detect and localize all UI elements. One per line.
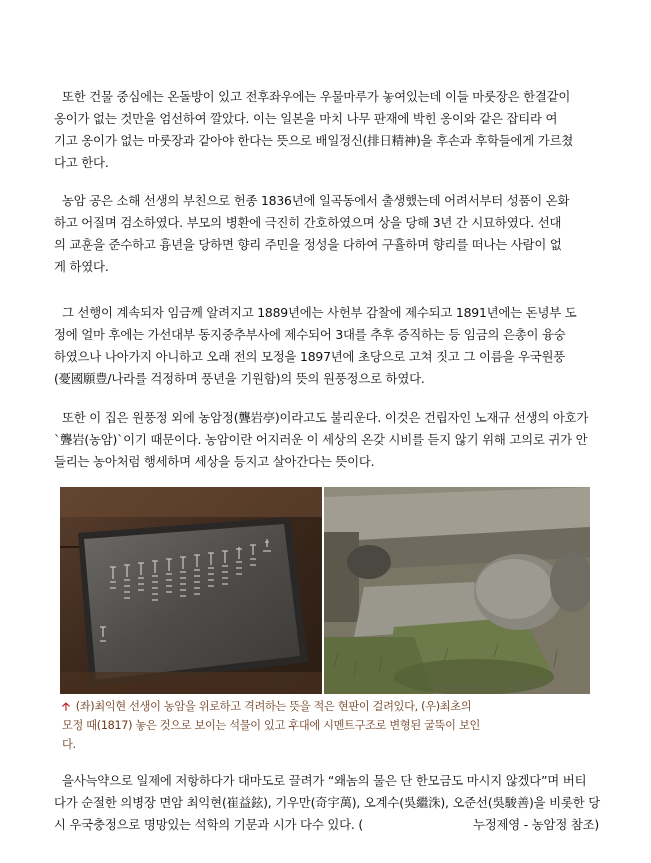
text-line: (憂國願豊/나라를 걱정하며 풍년을 기원함)의 뜻의 원풍정으로 하였다. [54, 371, 425, 386]
text-line: 의 교훈을 준수하고 흉년을 당하면 향리 주민을 정성을 다하여 구휼하며 향리를 떠나는 사람이 없 [54, 237, 562, 252]
paragraph-royal-appointment [54, 302, 599, 390]
text-line: 또한 건물 중심에는 온돌방이 있고 전후좌우에는 우물마루가 놓여있는데 이들 마룻장은 한결같이 [62, 89, 571, 104]
text-line: 다가 순절한 의병장 면암 최익현(崔益鉉), 기우만(奇宇萬), 오계수(吳繼洙), 오준선(吳駿善)을 비롯한 당 [54, 795, 600, 810]
paragraph-nongamjeong-name [54, 407, 599, 473]
wooden-signboard-photo [60, 487, 322, 694]
text-line: 그 선행이 계속되자 임금께 알려지고 1889년에는 사헌부 감찰에 제수되고 1891년에는 돈녕부 도 [62, 305, 577, 320]
photo-caption [62, 697, 592, 754]
signboard-illustration [60, 487, 322, 694]
stone-foundation-photo [324, 487, 590, 694]
caption-line: 모정 때(1817) 놓은 것으로 보이는 석물이 있고 후대에 시멘트구조로 변형된 굴뚝이 보인 [62, 719, 480, 732]
text-line: 하였으나 나아가지 아니하고 오래 전의 모정을 1897년에 초당으로 고쳐 짓고 그 이름을 우국원풍 [54, 349, 566, 364]
text-line-body: 시 우국충정으로 명망있는 석학의 기문과 시가 다수 있다. ( [54, 817, 363, 832]
text-line [54, 814, 599, 836]
text-line: 들리는 농아처럼 행세하며 세상을 등지고 살아간다는 뜻이다. [54, 454, 375, 469]
paragraph-ondol-floor [54, 86, 599, 174]
paragraph-nongam-biography [54, 190, 599, 278]
text-line: 다고 한다. [54, 155, 109, 170]
text-line: `聾岩(농암)`이기 때문이다. 농암이란 어지러운 이 세상의 온갖 시비를 듣지 않기 위해 고의로 귀가 안 [54, 432, 588, 447]
text-line: 농암 공은 소해 선생의 부친으로 헌종 1836년에 일곡동에서 출생했는데 어려서부터 성품이 온화 [62, 193, 570, 208]
text-line: 또한 이 집은 원풍정 외에 농암정(聾岩亭)이라고도 불리운다. 이것은 건립자인 노재규 선생의 아호가 [62, 410, 589, 425]
text-line: 게 하였다. [54, 259, 109, 274]
text-line: 정에 얼마 후에는 가선대부 동지중추부사에 제수되어 3대를 추후 증직하는 등 임금의 은총이 융숭 [54, 327, 566, 342]
text-line: 을사늑약으로 일제에 저항하다가 대마도로 끌려가 “왜놈의 물은 단 한모금도 마시지 않겠다”며 버티 [62, 773, 587, 788]
caption-line [62, 697, 592, 716]
caption-line: 다. [62, 738, 76, 751]
text-line: 옹이가 없는 것만을 엄선하여 깔았다. 이는 일본을 마치 나무 판재에 박힌 옹이와 같은 잡티라 여 [54, 111, 558, 126]
reference-note: 누정제영 - 농암정 참조) [472, 817, 599, 832]
up-arrow-icon: 🡡 [62, 700, 70, 713]
text-line: 하고 어질며 검소하였다. 부모의 병환에 극진히 간호하였으며 상을 당해 3년 간 시묘하였다. 선대 [54, 215, 562, 230]
caption-text: (좌)최익현 선생이 농암을 위로하고 격려하는 뜻을 적은 현판이 걸려있다, (우)최초의 [75, 700, 472, 713]
stone-illustration [324, 487, 590, 694]
paragraph-resistance-figures [54, 770, 599, 836]
text-line: 기고 옹이가 없는 마룻장과 같아야 한다는 뜻으로 배일정신(排日精神)을 후손과 후학들에게 가르쳤 [54, 133, 574, 148]
